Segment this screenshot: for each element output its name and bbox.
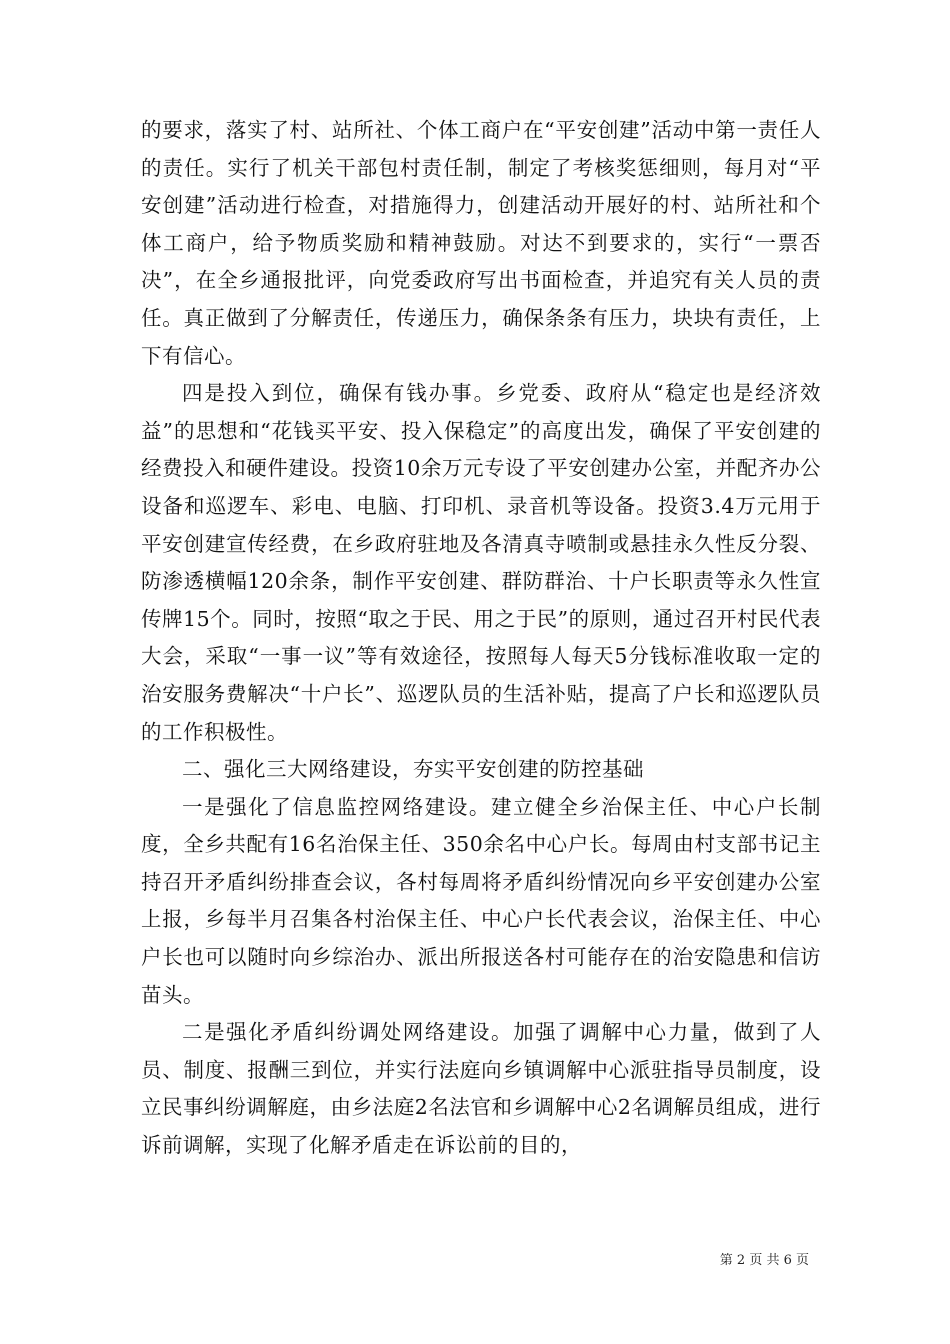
paragraph-1: 的要求，落实了村、站所社、个体工商户在“平安创建”活动中第一责任人的责任。实行了机关干部包村责任制，制定了考核奖惩细则，每月对“平安创建”活动进行检查，对措施得力，创建活动开展好的村、站所社和个体工商户，给予物质奖励和精神鼓励。对达不到要求的，实行“一票否决”，在全乡通报批评，向党委政府写出书面检查，并追究有关人员的责任。真正做到了分解责任，传递压力，确保条条有压力，块块有责任，上下有信心。 (141, 118, 821, 368)
paragraph-4: 二是强化矛盾纠纷调处网络建设。加强了调解中心力量，做到了人员、制度、报酬三到位，并实行法庭向乡镇调解中心派驻指导员制度，设立民事纠纷调解庭，由乡法庭2名法官和乡调解中心2名调解员组成，进行诉前调解，实现了化解矛盾走在诉讼前的目的， (141, 1020, 821, 1158)
paragraph-2: 四是投入到位，确保有钱办事。乡党委、政府从“稳定也是经济效益”的思想和“花钱买平安、投入保稳定”的高度出发，确保了平安创建的经费投入和硬件建设。投资10余万元专设了平安创建办公室，并配齐办公设备和巡逻车、彩电、电脑、打印机、录音机等设备。投资3.4万元用于平安创建宣传经费，在乡政府驻地及各清真寺喷制或悬挂永久性反分裂、防渗透横幅120余条，制作平安创建、群防群治、十户长职责等永久性宣传牌15个。同时，按照“取之于民、用之于民”的原则，通过召开村民代表大会，采取“一事一议”等有效途径，按照每人每天5分钱标准收取一定的治安服务费解决“十户长”、巡逻队员的生活补贴，提高了户长和巡逻队员的工作积极性。 (141, 381, 821, 744)
page-number: 第 2 页 共 6 页 (719, 1253, 809, 1268)
paragraph-3: 一是强化了信息监控网络建设。建立健全乡治保主任、中心户长制度，全乡共配有16名治保主任、350余名中心户长。每周由村支部书记主持召开矛盾纠纷排查会议，各村每周将矛盾纠纷情况向乡平安创建办公室上报，乡每半月召集各村治保主任、中心户长代表会议，治保主任、中心户长也可以随时向乡综治办、派出所报送各村可能存在的治安隐患和信访苗头。 (141, 794, 821, 1007)
section-heading: 二、强化三大网络建设，夯实平安创建的防控基础 (182, 757, 644, 782)
document-body (141, 112, 821, 1165)
